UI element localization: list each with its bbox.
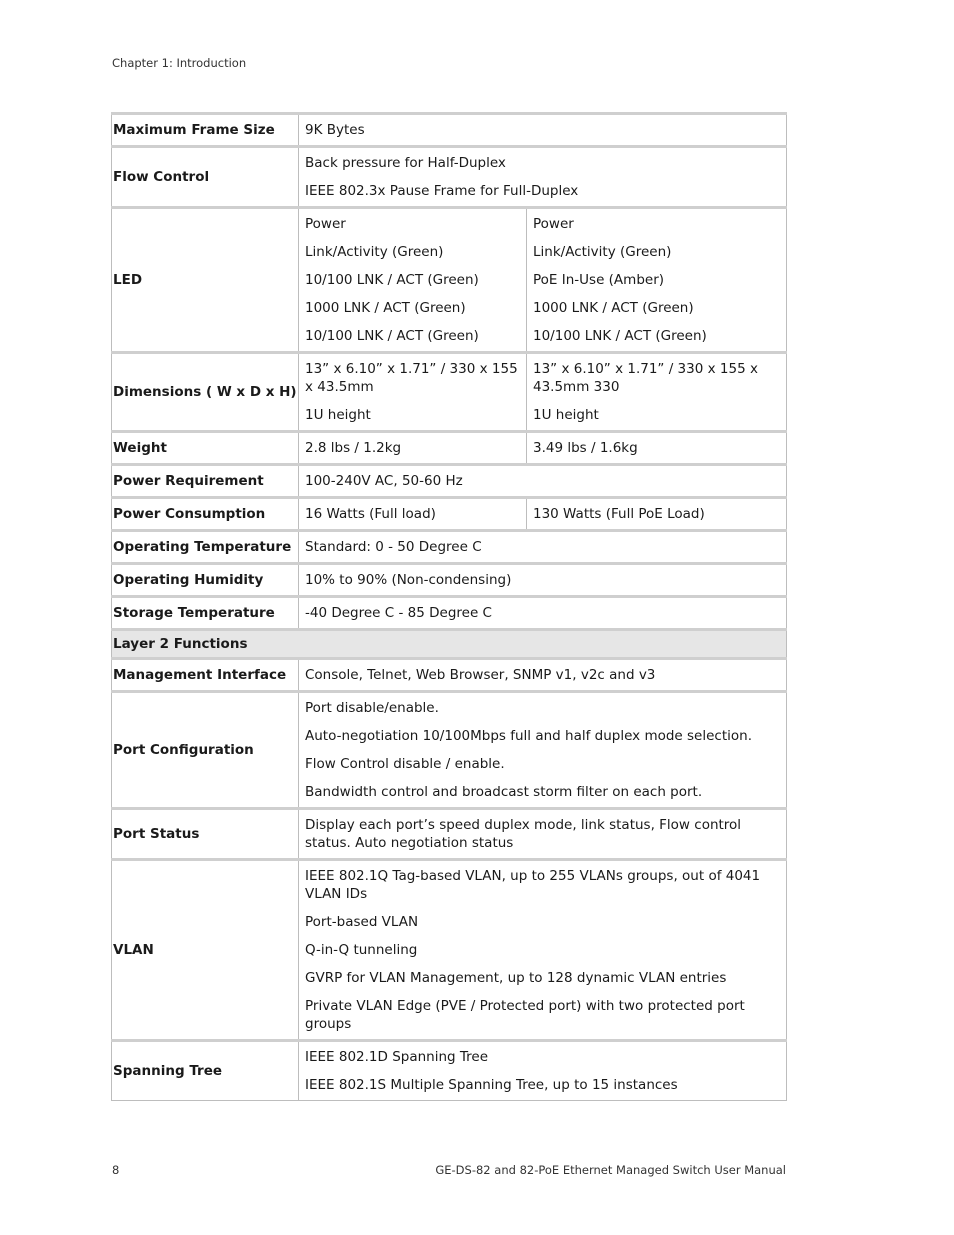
spec-value-cell [299, 531, 787, 564]
spec-label: Dimensions ( W x D x H) [112, 353, 299, 432]
spec-label: VLAN [112, 860, 299, 1041]
spec-value-line: 1000 LNK / ACT (Green) [305, 300, 466, 316]
spec-value-cell [527, 432, 787, 465]
spec-label: Port Configuration [112, 692, 299, 809]
spec-value-cell [299, 564, 787, 597]
spec-value-cell [299, 809, 787, 860]
spec-value-line: 100-240V AC, 50-60 Hz [305, 473, 463, 489]
spec-value-line: Flow Control disable / enable. [305, 756, 505, 772]
table-row [112, 860, 787, 1041]
table-row [112, 465, 787, 498]
manual-title: GE-DS-82 and 82-PoE Ethernet Managed Switch User Manual [435, 1163, 786, 1177]
spec-value-line: IEEE 802.1D Spanning Tree [305, 1049, 489, 1065]
spec-value-cell [299, 1041, 787, 1101]
spec-value-line: 13” x 6.10” x 1.71” / 330 x 155 x 43.5mm [305, 361, 518, 395]
spec-value-line: 9K Bytes [305, 122, 365, 138]
spec-value-line: IEEE 802.1S Multiple Spanning Tree, up to 15 instances [305, 1077, 678, 1093]
spec-value-cell [299, 465, 787, 498]
spec-value-line: 13” x 6.10” x 1.71” / 330 x 155 x 43.5mm 330 [533, 361, 758, 395]
spec-value-line: Power [305, 216, 346, 232]
spec-value-cell [527, 498, 787, 531]
spec-label: Power Requirement [112, 465, 299, 498]
running-header: Chapter 1: Introduction [112, 56, 247, 70]
spec-value-line: Bandwidth control and broadcast storm filter on each port. [305, 784, 703, 800]
spec-value-line: Auto-negotiation 10/100Mbps full and half duplex mode selection. [305, 728, 752, 744]
spec-label: Flow Control [112, 147, 299, 208]
spec-value-cell [299, 597, 787, 630]
spec-value-line: 1000 LNK / ACT (Green) [533, 300, 694, 316]
table-row [112, 531, 787, 564]
spec-value-line: -40 Degree C - 85 Degree C [305, 605, 492, 621]
spec-value-line: 1U height [533, 407, 599, 423]
spec-value-line: 10/100 LNK / ACT (Green) [305, 272, 479, 288]
spec-value-cell [299, 692, 787, 809]
specifications-table-body [112, 114, 787, 1101]
spec-value-line: PoE In-Use (Amber) [533, 272, 665, 288]
table-row [112, 809, 787, 860]
spec-value-cell [299, 353, 527, 432]
spec-label: Maximum Frame Size [112, 114, 299, 147]
table-row [112, 147, 787, 208]
spec-value-cell [299, 147, 787, 208]
spec-value-line: 16 Watts (Full load) [305, 506, 436, 522]
spec-value-line: IEEE 802.1Q Tag-based VLAN, up to 255 VLANs groups, out of 4041 VLAN IDs [305, 868, 761, 902]
table-row [112, 564, 787, 597]
table-row [112, 597, 787, 630]
spec-value-line: Port-based VLAN [305, 914, 419, 930]
spec-value-line: 2.8 lbs / 1.2kg [305, 440, 402, 456]
spec-value-line: Display each port’s speed duplex mode, link status, Flow control status. Auto negotiation status [305, 817, 742, 851]
spec-value-line: 10/100 LNK / ACT (Green) [533, 328, 707, 344]
table-row [112, 114, 787, 147]
table-row [112, 1041, 787, 1101]
spec-value-line: Private VLAN Edge (PVE / Protected port) with two protected port groups [305, 998, 745, 1032]
spec-value-line: 1U height [305, 407, 371, 423]
spec-label: Spanning Tree [112, 1041, 299, 1101]
spec-value-cell [527, 208, 787, 353]
spec-label: LED [112, 208, 299, 353]
spec-value-line: Console, Telnet, Web Browser, SNMP v1, v2c and v3 [305, 667, 656, 683]
spec-value-cell [299, 498, 527, 531]
spec-value-line: 10/100 LNK / ACT (Green) [305, 328, 479, 344]
spec-label: Storage Temperature [112, 597, 299, 630]
spec-value-cell [299, 114, 787, 147]
spec-label: Management Interface [112, 659, 299, 692]
spec-value-line: GVRP for VLAN Management, up to 128 dynamic VLAN entries [305, 970, 727, 986]
spec-value-cell [299, 860, 787, 1041]
spec-value-line: 3.49 lbs / 1.6kg [533, 440, 638, 456]
spec-label: Power Consumption [112, 498, 299, 531]
table-row [112, 208, 787, 353]
spec-value-cell [527, 353, 787, 432]
table-row [112, 498, 787, 531]
spec-label: Weight [112, 432, 299, 465]
spec-value-line: Link/Activity (Green) [533, 244, 672, 260]
spec-value-line: Standard: 0 - 50 Degree C [305, 539, 482, 555]
spec-value-cell [299, 208, 527, 353]
section-heading: Layer 2 Functions [112, 630, 787, 659]
spec-value-line: Port disable/enable. [305, 700, 439, 716]
spec-label: Port Status [112, 809, 299, 860]
spec-value-line: 130 Watts (Full PoE Load) [533, 506, 705, 522]
spec-value-line: Link/Activity (Green) [305, 244, 444, 260]
spec-value-line: Power [533, 216, 574, 232]
spec-value-line: 10% to 90% (Non-condensing) [305, 572, 512, 588]
page-number: 8 [112, 1163, 120, 1177]
spec-value-line: Back pressure for Half-Duplex [305, 155, 506, 171]
spec-value-cell [299, 659, 787, 692]
spec-label: Operating Temperature [112, 531, 299, 564]
table-row [112, 432, 787, 465]
specifications-table [111, 112, 787, 1101]
table-row [112, 659, 787, 692]
spec-value-line: IEEE 802.3x Pause Frame for Full-Duplex [305, 183, 579, 199]
table-row [112, 692, 787, 809]
spec-value-cell [299, 432, 527, 465]
table-row [112, 353, 787, 432]
table-section-row [112, 630, 787, 659]
spec-label: Operating Humidity [112, 564, 299, 597]
spec-value-line: Q-in-Q tunneling [305, 942, 418, 958]
